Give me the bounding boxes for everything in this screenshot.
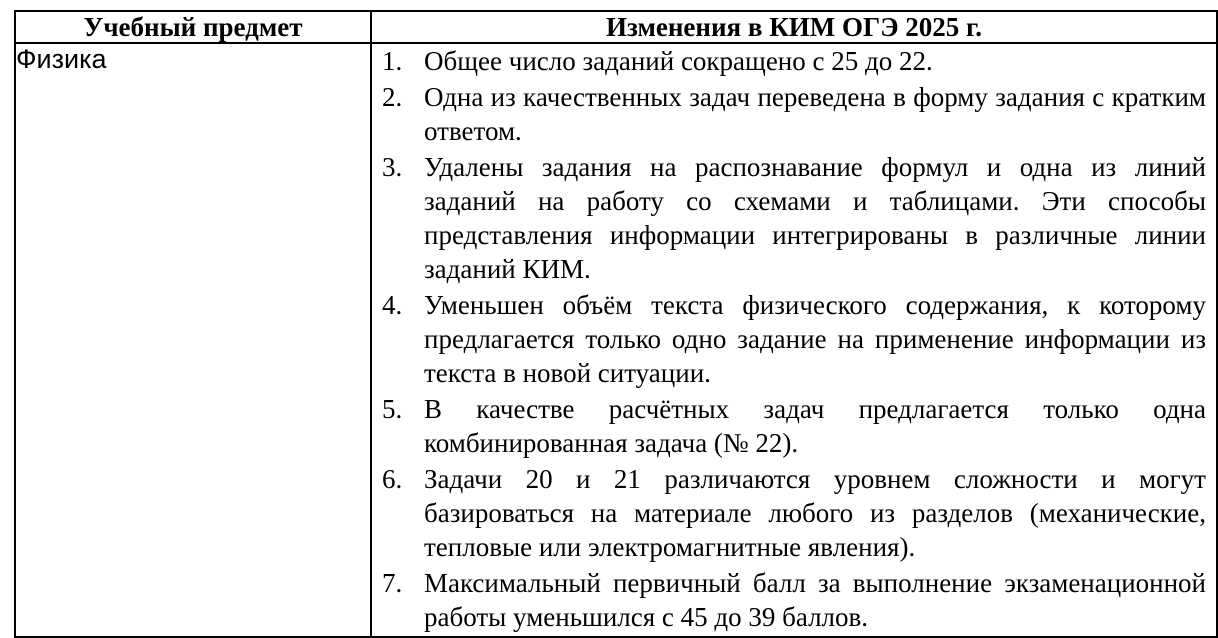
- change-item-2: [372, 80, 1216, 148]
- table-row: [15, 43, 1217, 637]
- change-item-4: [372, 288, 1216, 390]
- change-text: Удалены задания на распознавание формул и одна из линий заданий на работу со схемами и таблицами. Эти способы представления информации интегрированы в различные линии заданий КИМ.: [424, 152, 1206, 284]
- header-changes: Изменения в КИМ ОГЭ 2025 г.: [371, 11, 1217, 43]
- change-list: [372, 44, 1216, 634]
- change-number: 2.: [382, 82, 403, 112]
- changes-table: [14, 10, 1218, 638]
- change-number: 3.: [382, 152, 403, 182]
- change-number: 1.: [382, 46, 403, 76]
- change-number: 5.: [382, 394, 403, 424]
- change-text: Одна из качественных задач переведена в форму задания с кратким ответом.: [424, 82, 1206, 146]
- change-item-5: [372, 392, 1216, 460]
- change-text: Общее число заданий сокращено с 25 до 22.: [424, 46, 933, 76]
- change-text: В качестве расчётных задач предлагается только одна комбинированная задача (№ 22).: [424, 394, 1206, 458]
- changes-cell: [371, 43, 1217, 637]
- change-text: Задачи 20 и 21 различаются уровнем сложности и могут базироваться на материале любого из разделов (механические, тепловые или электромагнитные явления).: [424, 464, 1206, 562]
- change-text: Максимальный первичный балл за выполнение экзаменационной работы уменьшился с 45 до 39 баллов.: [424, 568, 1206, 632]
- change-item-7: [372, 566, 1216, 634]
- table-header-row: [15, 11, 1217, 43]
- subject-cell: Физика: [15, 43, 371, 637]
- change-number: 6.: [382, 464, 403, 494]
- change-item-6: [372, 462, 1216, 564]
- change-item-3: [372, 150, 1216, 286]
- change-number: 4.: [382, 290, 403, 320]
- change-item-1: [372, 44, 1216, 78]
- change-number: 7.: [382, 568, 403, 598]
- header-subject: Учебный предмет: [15, 11, 371, 43]
- change-text: Уменьшен объём текста физического содержания, к которому предлагается только одно задание на применение информации из текста в новой ситуации.: [424, 290, 1206, 388]
